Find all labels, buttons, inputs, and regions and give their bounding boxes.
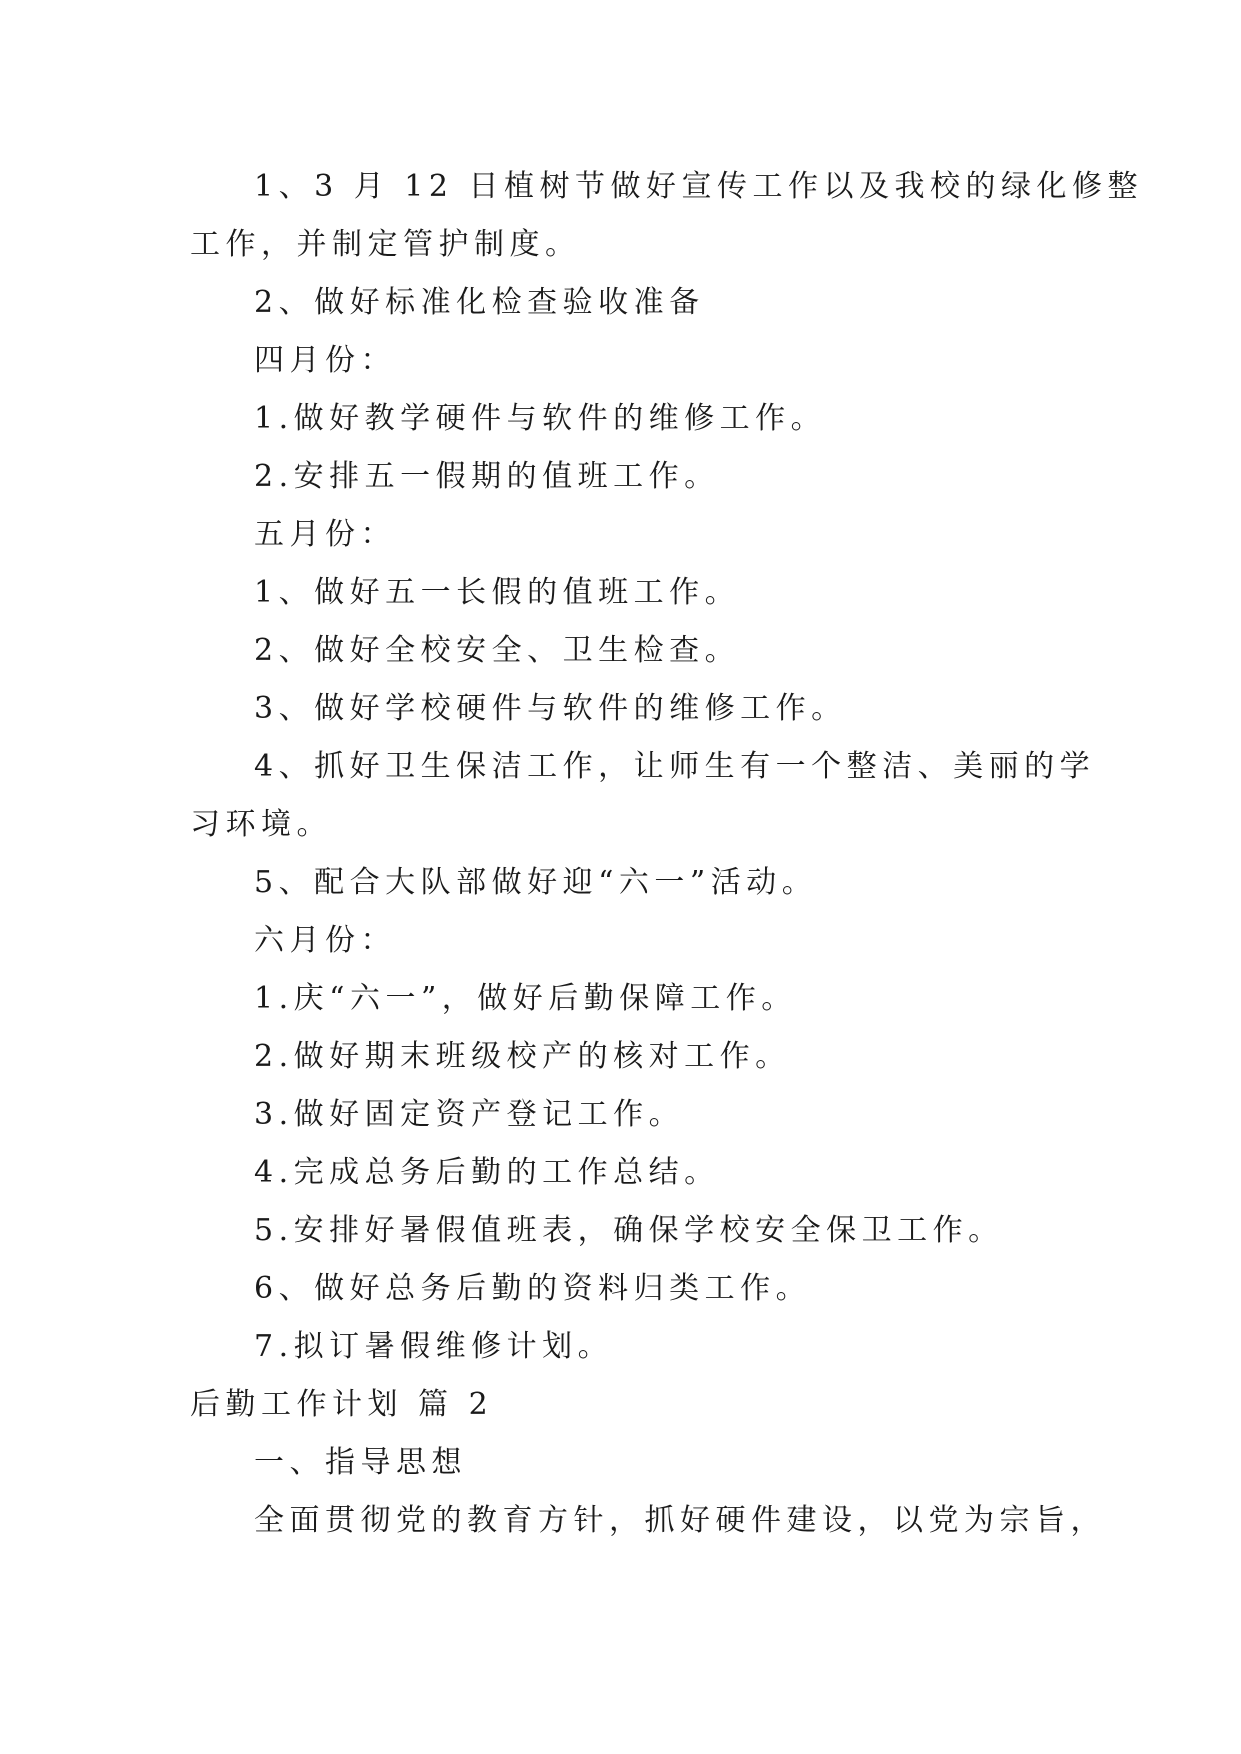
- paragraph-line: 3、做好学校硬件与软件的维修工作。: [254, 691, 847, 726]
- section-heading-may: 五月份：: [254, 517, 396, 552]
- paragraph-line: 7.拟订暑假维修计划。: [254, 1329, 614, 1364]
- document-body: [190, 158, 1143, 1550]
- paragraph-line: 6、做好总务后勤的资料归类工作。: [254, 1271, 812, 1306]
- paragraph-line: 全面贯彻党的教育方针，抓好硬件建设，以党为宗旨，: [254, 1503, 1106, 1538]
- document-section-title: 后勤工作计划 篇 2: [190, 1387, 494, 1422]
- paragraph-line: 工作，并制定管护制度。: [190, 227, 581, 262]
- paragraph-line: 习环境。: [190, 807, 332, 842]
- paragraph-line: 2.做好期末班级校产的核对工作。: [254, 1039, 791, 1074]
- paragraph-line: 1.庆“六一”，做好后勤保障工作。: [254, 981, 797, 1016]
- paragraph-line: 1、3 月 12 日植树节做好宣传工作以及我校的绿化修整: [254, 169, 1143, 204]
- section-heading-april: 四月份：: [254, 343, 396, 378]
- paragraph-line: 2.安排五一假期的值班工作。: [254, 459, 720, 494]
- paragraph-line: 2、做好标准化检查验收准备: [254, 285, 705, 320]
- paragraph-line: 2、做好全校安全、卫生检查。: [254, 633, 741, 668]
- paragraph-line: 3.做好固定资产登记工作。: [254, 1097, 685, 1132]
- section-heading-guiding-thought: 一、指导思想: [254, 1445, 467, 1480]
- paragraph-line: 5、配合大队部做好迎“六一”活动。: [254, 865, 818, 900]
- paragraph-line: 4.完成总务后勤的工作总结。: [254, 1155, 720, 1190]
- paragraph-line: 4、抓好卫生保洁工作，让师生有一个整洁、美丽的学: [254, 749, 1096, 784]
- paragraph-line: 1.做好教学硬件与软件的维修工作。: [254, 401, 827, 436]
- section-heading-june: 六月份：: [254, 923, 396, 958]
- paragraph-line: 1、做好五一长假的值班工作。: [254, 575, 741, 610]
- paragraph-line: 5.安排好暑假值班表，确保学校安全保卫工作。: [254, 1213, 1004, 1248]
